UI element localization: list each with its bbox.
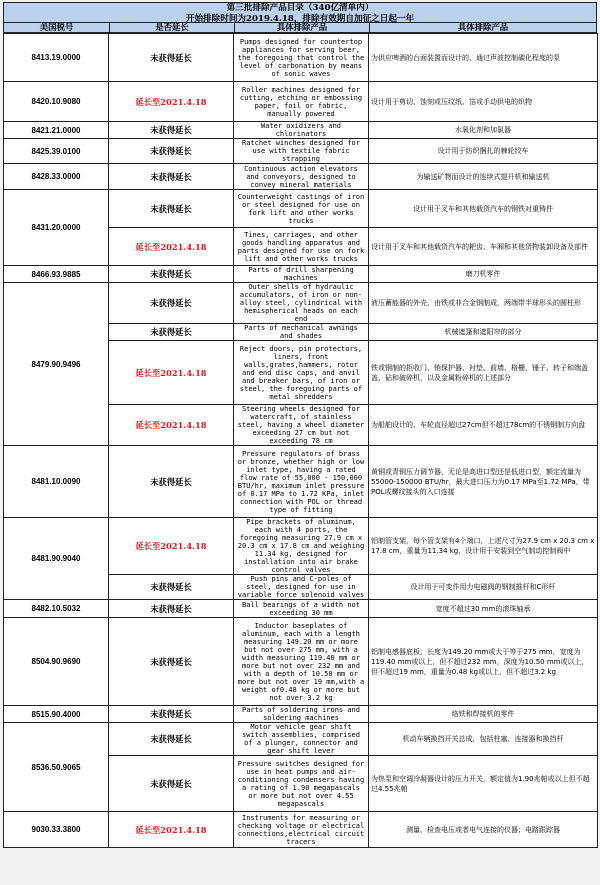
product-description-en: Parts of soldering irons and soldering machines: [234, 706, 369, 723]
product-description-en: Push pins and C-poles of steel, designed for use in variable force solenoid valves: [234, 575, 369, 600]
exclusion-table: [3, 33, 598, 848]
product-description-zh: 磨刀机零件: [369, 266, 598, 283]
table-row: [4, 618, 598, 706]
table-row: [4, 283, 598, 324]
tariff-code: 8481.10.0090: [4, 446, 109, 518]
product-description-en: Tines, carriages, and other goods handling apparatus and parts designed for use on fork lift and other works trucks: [234, 228, 369, 266]
tariff-code: 8482.10.5032: [4, 600, 109, 618]
table-row: [4, 518, 598, 575]
tariff-code: 8428.33.0000: [4, 164, 109, 190]
extension-status: 未获得延长: [109, 139, 234, 164]
product-description-zh: 铝制电感器底板，长度为149.20 mm或大于等于275 mm，宽度为119.40 mm或以上，但不超过232 mm，深度为10.50 mm或以上，但不超过19 mm，重量为0.48 kg或以上，但不超过3.2 kg: [369, 618, 598, 706]
extension-status: 未获得延长: [109, 34, 234, 82]
table-row: [4, 706, 598, 723]
tariff-code: 8515.90.4000: [4, 706, 109, 723]
product-description-en: Pressure regulators of brass or bronze, whether high or low inlet type, having a rated flow rate of 55,000 - 150,000 BTU/hr, maximum inlet pressure of 0.17 MPa to 1.72 KPa, inlet connection with POL or thread type of fitting: [234, 446, 369, 518]
product-description-en: Pressure switches designed for use in heat pumps and air-conditioning condensers having a rating of 1.90 megapascals or more but not over 4.55 megapascals: [234, 756, 369, 812]
product-description-zh: 设计用于叉车和其他载货汽车的钢铁对重铸件: [369, 190, 598, 228]
extension-status: 未获得延长: [109, 122, 234, 139]
extension-status: 延长至2021.4.18: [109, 228, 234, 266]
table-row: [4, 190, 598, 228]
product-description-en: Pipe brackets of aluminum, each with 4 ports, the foregoing measuring 27.9 cm x 20.3 cm x 17.8 cm and weighing 11.34 kg, designed for installation into air brake control valves: [234, 518, 369, 575]
product-description-zh: 设计用于可变作用力电磁阀的钢制推杆和C形杆: [369, 575, 598, 600]
tariff-code: 8431.20.0000: [4, 190, 109, 266]
table-row: [4, 266, 598, 283]
extension-status: 未获得延长: [109, 756, 234, 812]
product-description-en: Inductor baseplates of aluminum, each with a length measuring 149.20 mm or more but not over 275 mm, with a width measuring 119.40 mm or more but not over 232 mm and with a depth of 10.50 mm or more but not over 19 mm,with a weight of0.48 kg or more but not over 3.2 kg: [234, 618, 369, 706]
tariff-code: 8425.39.0100: [4, 139, 109, 164]
product-description-en: Counterweight castings of iron or steel designed for use on fork lift and other works trucks: [234, 190, 369, 228]
extension-status: 未获得延长: [109, 706, 234, 723]
table-row: [4, 812, 598, 848]
product-description-zh: 铁或钢制的拒收门、销保护器、衬垫、前墙、格栅、锤子、转子和端盖盖、砧和破碎机，以及金属粉碎机的上述部分: [369, 341, 598, 405]
product-description-zh: 宽度不超过30 mm的滚珠轴承: [369, 600, 598, 618]
product-description-en: Ball bearings of a width not exceeding 30 mm: [234, 600, 369, 618]
product-description-zh: 设计用于纺织捆扎的棘轮绞车: [369, 139, 598, 164]
header-subtitle: 开始排除时间为2019.4.18，排除有效期自加征之日起一年: [185, 13, 415, 24]
tariff-code: 8413.19.0000: [4, 34, 109, 82]
column-header-zh: 具体排除产品: [369, 23, 596, 32]
table-row: [4, 723, 598, 756]
product-description-zh: 为船舶设计的、车轮直径超过27cm但不超过78cm的不锈钢制方向盘: [369, 405, 598, 446]
product-description-zh: 烙铁和焊接机的零件: [369, 706, 598, 723]
extension-status: 未获得延长: [109, 618, 234, 706]
product-description-zh: 为输送矿物而设计的连续式提升机和输送机: [369, 164, 598, 190]
product-description-zh: 水氧化剂和加氯器: [369, 122, 598, 139]
tariff-code: 8421.21.0000: [4, 122, 109, 139]
product-description-en: Continuous action elevators and conveyors, designed to convey mineral materials: [234, 164, 369, 190]
product-description-zh: 机动车辆换挡开关总成，包括柱塞、连接器和换挡杆: [369, 723, 598, 756]
product-description-zh: 设计用于叉车和其他载货汽车的耙齿、车厢和其他货物装卸设备及部件: [369, 228, 598, 266]
tariff-code: 8504.90.9690: [4, 618, 109, 706]
extension-status: 未获得延长: [109, 190, 234, 228]
product-description-zh: 为供应啤酒的台面装置而设计的、通过声波控制碳化程度的泵: [369, 34, 598, 82]
extension-status: 未获得延长: [109, 266, 234, 283]
extension-status: 未获得延长: [109, 600, 234, 618]
product-description-zh: 测量、检查电压或者电气连接的仪器；电路跟踪器: [369, 812, 598, 848]
product-description-en: Motor vehicle gear shift switch assemblies, comprised of a plunger, connector and gear shift lever: [234, 723, 369, 756]
table-row: [4, 82, 598, 122]
extension-status: 未获得延长: [109, 723, 234, 756]
tariff-code: 8466.93.9885: [4, 266, 109, 283]
extension-status: 延长至2021.4.18: [109, 405, 234, 446]
product-description-en: Pumps designed for countertop appliances for serving beer, the foregoing that control the level of carbonation by means of sonic waves: [234, 34, 369, 82]
product-description-en: Ratchet winches designed for use with textile fabric strapping: [234, 139, 369, 164]
product-description-zh: 为热泵和空调冷凝器设计的压力开关，额定值为1.90兆帕或以上但不超过4.55兆帕: [369, 756, 598, 812]
extension-status: 延长至2021.4.18: [109, 82, 234, 122]
extension-status: 延长至2021.4.18: [109, 812, 234, 848]
document-header: [3, 2, 597, 23]
product-description-en: Reject doors, pin protectors, liners, front walls,grates,hammers, rotor and end disc caps, and anvil and breaker bars, of iron or steel, the foregoing parts of metal shredders: [234, 341, 369, 405]
table-row: [4, 446, 598, 518]
tariff-code: 9030.33.3800: [4, 812, 109, 848]
product-description-en: Outer shells of hydraulic accumulators, of iron or non-alloy steel, cylindrical with hemispherical heads on each end: [234, 283, 369, 324]
product-description-en: Parts of mechanical awnings and shades: [234, 324, 369, 341]
extension-status: 未获得延长: [109, 446, 234, 518]
extension-status: 延长至2021.4.18: [109, 341, 234, 405]
tariff-code: 8479.90.9496: [4, 283, 109, 446]
product-description-zh: 液压蓄能器的外壳，由铁或非合金钢制成，两端带半球形头的圆柱形: [369, 283, 598, 324]
extension-status: 延长至2021.4.18: [109, 518, 234, 575]
column-header-extend: 是否延长: [109, 23, 234, 32]
product-description-zh: 设计用于剪切、蚀刻或压纹纸、箔或手动供电的织物: [369, 82, 598, 122]
table-row: [4, 34, 598, 82]
product-description-en: Parts of drill sharpening machines: [234, 266, 369, 283]
product-description-en: Instruments for measuring or checking voltage or electrical connections,electrical circuit tracers: [234, 812, 369, 848]
column-header-row: [3, 23, 597, 33]
extension-status: 未获得延长: [109, 575, 234, 600]
table-row: [4, 139, 598, 164]
extension-status: 未获得延长: [109, 283, 234, 324]
table-row: [4, 164, 598, 190]
document-page: [3, 2, 597, 882]
product-description-en: Water oxidizers and chlorinators: [234, 122, 369, 139]
product-description-en: Roller machines designed for cutting, etching or embossing paper, foil or fabric, manually powered: [234, 82, 369, 122]
product-description-zh: 黄铜或青铜压力调节器，无论是高进口型还是低进口型，额定流量为55000-150000 BTU/hr，最大进口压力为0.17 MPa至1.72 MPa，带POL或螺纹接头的入口连接: [369, 446, 598, 518]
product-description-zh: 铝制管支架，每个管支架有4个端口，上述尺寸为27.9 cm x 20.3 cm x 17.8 cm，重量为11.34 kg，设计用于安装到空气制动控制阀中: [369, 518, 598, 575]
product-description-zh: 机械遮篷和遮阳帘的部分: [369, 324, 598, 341]
extension-status: 未获得延长: [109, 324, 234, 341]
table-row: [4, 122, 598, 139]
product-description-en: Steering wheels designed for watercraft, of stainless steel, having a wheel diameter exceeding 27 cm but not exceeding 78 cm: [234, 405, 369, 446]
column-header-en: 具体排除产品: [234, 23, 369, 32]
table-row: [4, 600, 598, 618]
tariff-code: 8481.90.9040: [4, 518, 109, 600]
tariff-code: 8536.50.9065: [4, 723, 109, 812]
header-title: 第三批排除产品目录（340亿清单内）: [226, 3, 374, 13]
column-header-code: 美国税号: [39, 23, 74, 32]
tariff-code: 8420.10.9080: [4, 82, 109, 122]
extension-status: 未获得延长: [109, 164, 234, 190]
